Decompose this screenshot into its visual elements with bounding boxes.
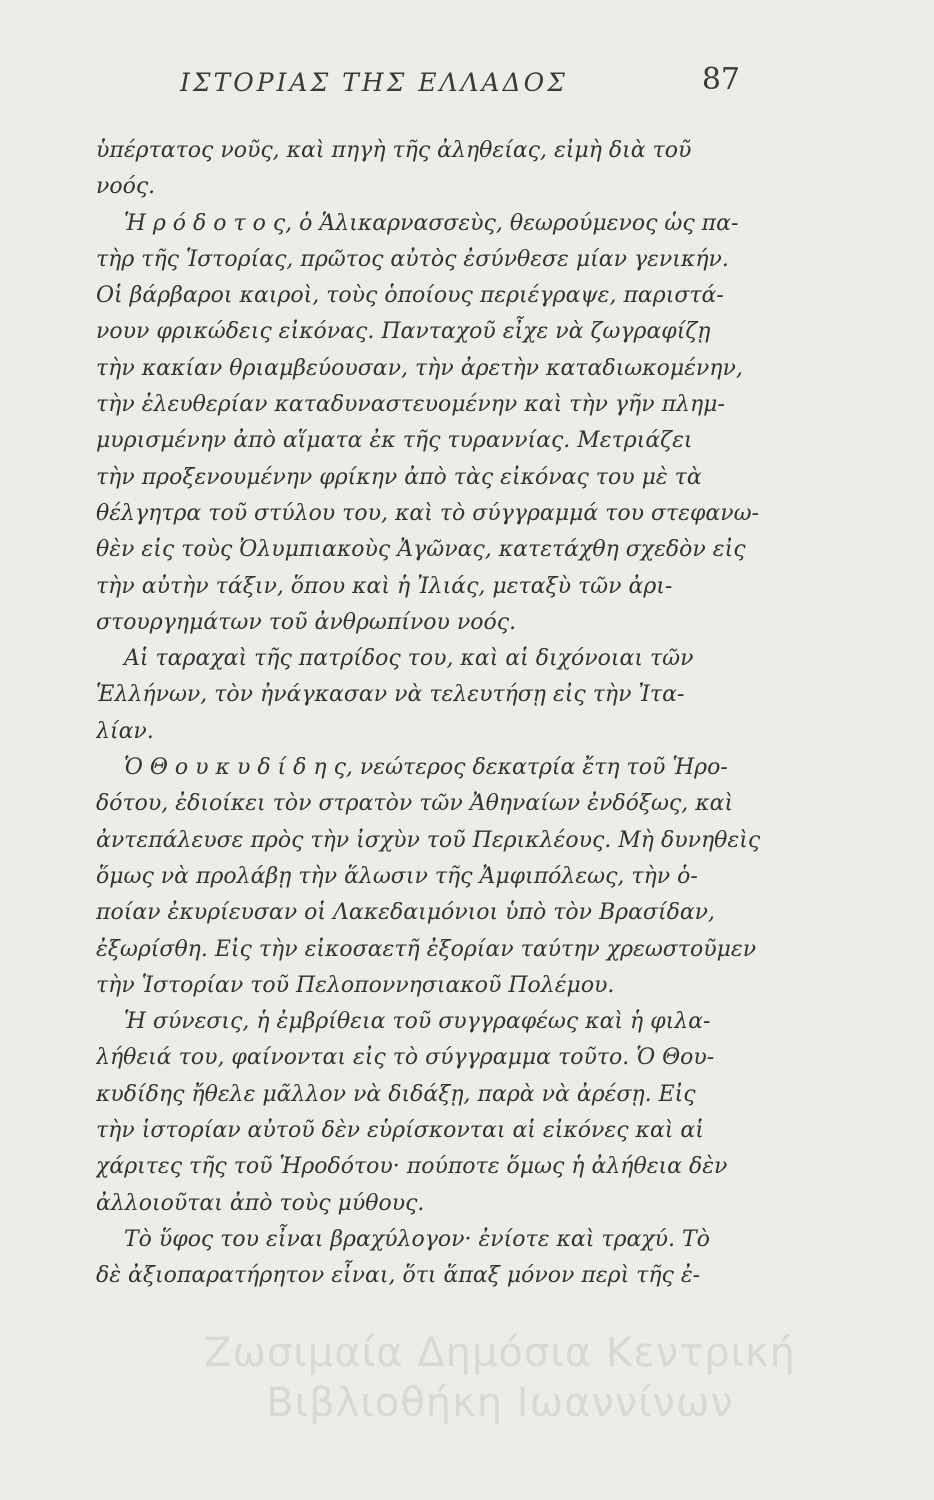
text-line: λήθειά του, φαίνονται εἰς τὸ σύγγραμμα τοῦτο. Ὁ Θου- xyxy=(96,1045,715,1071)
text-line: νουν φρικώδεις εἰκόνας. Πανταχοῦ εἶχε νὰ ζωγραφίζῃ xyxy=(96,319,711,345)
library-watermark-line-1: Ζωσιμαία Δημόσια Κεντρική xyxy=(204,1330,796,1376)
text-line: Ἑλλήνων, τὸν ἠνάγκασαν νὰ τελευτήσῃ εἰς τὴν Ἰτα- xyxy=(96,682,685,708)
text-line: νοός. xyxy=(96,174,156,200)
text-line: Αἱ ταραχαὶ τῆς πατρίδος του, καὶ αἱ διχόνοιαι τῶν xyxy=(124,646,694,672)
text-line: τὴν Ἱστορίαν τοῦ Πελοποννησιακοῦ Πολέμου. xyxy=(96,972,615,998)
text-line: δὲ ἀξιοπαρατήρητον εἶναι, ὅτι ἅπαξ μόνον περὶ τῆς ἐ- xyxy=(96,1263,701,1289)
text-line: δότου, ἐδιοίκει τὸν στρατὸν τῶν Ἀθηναίων ἐνδόξως, καὶ xyxy=(96,791,734,817)
text-line: ἀλλοιοῦται ἀπὸ τοὺς μύθους. xyxy=(96,1190,425,1216)
text-line: τὴρ τῆς Ἱστορίας, πρῶτος αὐτὸς ἐσύνθεσε μίαν γενικήν. xyxy=(96,246,729,272)
text-line: τὴν ἱστορίαν αὐτοῦ δὲν εὑρίσκονται αἱ εἰκόνες καὶ αἱ xyxy=(96,1118,704,1144)
text-line: τὴν προξενουμένην φρίκην ἀπὸ τὰς εἰκόνας του μὲ τὰ xyxy=(96,464,702,490)
body-text xyxy=(96,133,776,1295)
text-line: ὅμως νὰ προλάβῃ τὴν ἅλωσιν τῆς Ἀμφιπόλεως, τὴν ὁ- xyxy=(96,863,698,889)
text-line: θέλγητρα τοῦ στύλου του, καὶ τὸ σύγγραμμά του στεφανω- xyxy=(96,500,759,526)
text-line: τὴν αὐτὴν τάξιν, ὅπου καὶ ἡ Ἰλιάς, μεταξὺ τῶν ἀρι- xyxy=(96,573,673,599)
text-line: τὴν ἐλευθερίαν καταδυναστευομένην καὶ τὴν γῆν πλημ- xyxy=(96,392,725,418)
text-line: στουργημάτων τοῦ ἀνθρωπίνου νοός. xyxy=(96,609,517,635)
text-line: Οἱ βάρβαροι καιροὶ, τοὺς ὁποίους περιέγραψε, παριστά- xyxy=(96,283,724,309)
text-line: λίαν. xyxy=(96,718,154,744)
page-number: 87 xyxy=(701,62,740,97)
text-line: κυδίδης ἤθελε μᾶλλον νὰ διδάξῃ, παρὰ νὰ ἀρέσῃ. Εἰς xyxy=(96,1081,696,1107)
library-watermark-line-2: Βιβλιοθήκη Ιωαννίνων xyxy=(266,1380,734,1426)
text-line: ἐξωρίσθη. Εἰς τὴν εἰκοσαετῆ ἐξορίαν ταύτην χρεωστοῦμεν xyxy=(96,936,757,962)
text-line: Τὸ ὕφος του εἶναι βραχύλογον· ἐνίοτε καὶ τραχύ. Τὸ xyxy=(124,1226,710,1252)
text-line: ὑπέρτατος νοῦς, καὶ πηγὴ τῆς ἀληθείας, εἰμὴ διὰ τοῦ xyxy=(96,138,692,163)
text-line: μυρισμένην ἀπὸ αἵματα ἐκ τῆς τυραννίας. Μετριάζει xyxy=(96,428,693,454)
page-header xyxy=(180,62,740,112)
text-line: θὲν εἰς τοὺς Ὀλυμπιακοὺς Ἀγῶνας, κατετάχθη σχεδὸν εἰς xyxy=(96,537,746,563)
running-head: ΙΣΤΟΡΙΑΣ ΤΗΣ ΕΛΛΑΔΟΣ xyxy=(180,68,568,97)
text-line: ἀντεπάλευσε πρὸς τὴν ἰσχὺν τοῦ Περικλέους. Μὴ δυνηθεὶς xyxy=(96,827,761,853)
text-line: Ἡ ρ ό δ ο τ ο ς, ὁ Ἁλικαρνασσεὺς, θεωρούμενος ὡς πα- xyxy=(124,210,739,236)
text-line: τὴν κακίαν θριαμβεύουσαν, τὴν ἀρετὴν καταδιωκομένην, xyxy=(96,355,743,381)
text-line: Ὁ Θ ο υ κ υ δ ί δ η ς, νεώτερος δεκατρία ἔτη τοῦ Ἡρο- xyxy=(124,755,728,781)
text-line: Ἡ σύνεσις, ἡ ἐμβρίθεια τοῦ συγγραφέως καὶ ἡ φιλα- xyxy=(124,1009,711,1035)
text-line: χάριτες τῆς τοῦ Ἡροδότου· πούποτε ὅμως ἡ ἀλήθεια δὲν xyxy=(96,1154,728,1180)
text-line: ποίαν ἐκυρίευσαν οἱ Λακεδαιμόνιοι ὑπὸ τὸν Βρασίδαν, xyxy=(96,900,716,926)
